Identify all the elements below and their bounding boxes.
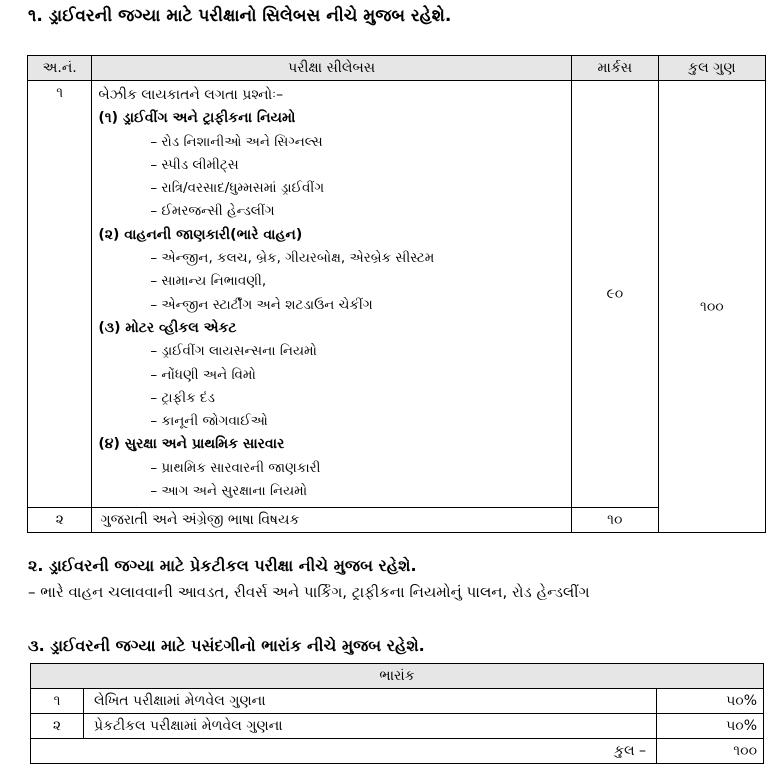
row2-marks: ૧૦ [571,508,658,533]
section3-heading: ૩. ડ્રાઈવરની જગ્યા માટે પસંદગીનો ભારાંક નીચે મુજબ રહેશે. [28,636,425,655]
syllabus-item: – કાનૂની જોગવાઈઓ [150,413,268,430]
syllabus-section-title: (૪) સુરક્ષા અને પ્રાથમિક સારવાર [98,436,285,453]
table-row [28,81,766,508]
weightage-table [30,663,764,764]
syllabus-item: – આગ અને સુરક્ષાના નિયમો [150,483,308,500]
section1-heading: ૧. ડ્રાઈવરની જગ્યા માટે પરીક્ષાનો સિલેબસ નીચે મુજબ રહેશે. [28,6,452,26]
syllabus-item: – ઈમરજન્સી હેન્ડલીંગ [150,203,275,220]
syllabus-section-title: (૨) વાહનની જાણકારી(ભારે વાહન) [98,226,303,243]
total-blank-cell [31,739,84,764]
syllabus-section-title: (૩) મોટર વ્હીકલ એકટ [98,319,237,336]
table-row [31,689,764,714]
weight-row-text: લેખિત પરીક્ષામાં મેળવેલ ગુણના [84,689,657,714]
total-value: ૧૦૦ [657,739,764,764]
row2-syllabus: ગુજરાતી અને અંગ્રેજી ભાષા વિષયક [92,508,571,533]
syllabus-item: – સામાન્ય નિભાવણી, [150,273,267,290]
table-header-row [28,56,766,81]
header-marks: માર્કસ [571,56,658,81]
total-label: કુલ – [84,739,657,764]
row2-sr: ૨ [28,508,92,533]
weightage-header: ભારાંક [31,664,764,689]
syllabus-intro: બેઝીક લાયકાતને લગતા પ્રશ્નોઃ– [98,87,284,103]
syllabus-item: – રોડ નિશાનીઓ અને સિગ્નલ્સ [150,133,323,150]
syllabus-item: – નોંધણી અને વિમો [150,366,256,383]
section2-text: – ભારે વાહન ચલાવવાની આવડત, રીવર્સ અને પાર્કિંગ, ટ્રાફીકના નિયમોનું પાલન, રોડ હેન્ડલીંગ [28,583,590,601]
table-header-row [31,664,764,689]
weight-row-text: પ્રેકટીકલ પરીક્ષામાં મેળવેલ ગુણના [84,714,657,739]
weight-row-sr: ૨ [31,714,84,739]
weight-row-value: ૫૦% [657,689,764,714]
syllabus-item: – પ્રાથમિક સારવારની જાણકારી [150,459,321,476]
table-row [28,508,766,533]
syllabus-section-title: (૧) ડ્રાઈવીંગ અને ટ્રાફીકના નિયમો [98,110,296,127]
section2-heading: ૨. ડ્રાઈવરની જગ્યા માટે પ્રેકટીકલ પરીક્ષા નીચે મુજબ રહેશે. [28,556,417,575]
header-total: કુલ ગુણ [658,56,765,81]
syllabus-item: – એન્જીન સ્ટાર્ટીંગ અને શટડાઉન ચેકીંગ [150,296,373,313]
header-syllabus: પરીક્ષા સીલેબસ [92,56,571,81]
syllabus-item: – ટ્રાફીક દંડ [150,389,215,406]
header-sr-no: અ.નં. [28,56,92,81]
weight-row-value: ૫૦% [657,714,764,739]
weight-row-sr: ૧ [31,689,84,714]
row1-syllabus-cell [92,81,571,508]
table-total-row [31,739,764,764]
syllabus-table [27,55,766,533]
row1-marks: ૯૦ [571,81,658,508]
syllabus-item: – ડ્રાઈવીંગ લાયસન્સના નિયમો [150,343,317,360]
syllabus-item: – રાત્રિ/વરસાદ/ધુમ્મસમાં ડ્રાઈવીંગ [150,180,325,197]
total-marks: ૧૦૦ [658,81,765,533]
row1-sr: ૧ [28,81,92,508]
table-row [31,714,764,739]
syllabus-item: – એન્જીન, કલચ, બ્રેક, ગીયરબોક્ષ, એરબ્રેક સીસ્ટમ [150,250,435,267]
syllabus-item: – સ્પીડ લીમીટ્સ [150,156,239,173]
